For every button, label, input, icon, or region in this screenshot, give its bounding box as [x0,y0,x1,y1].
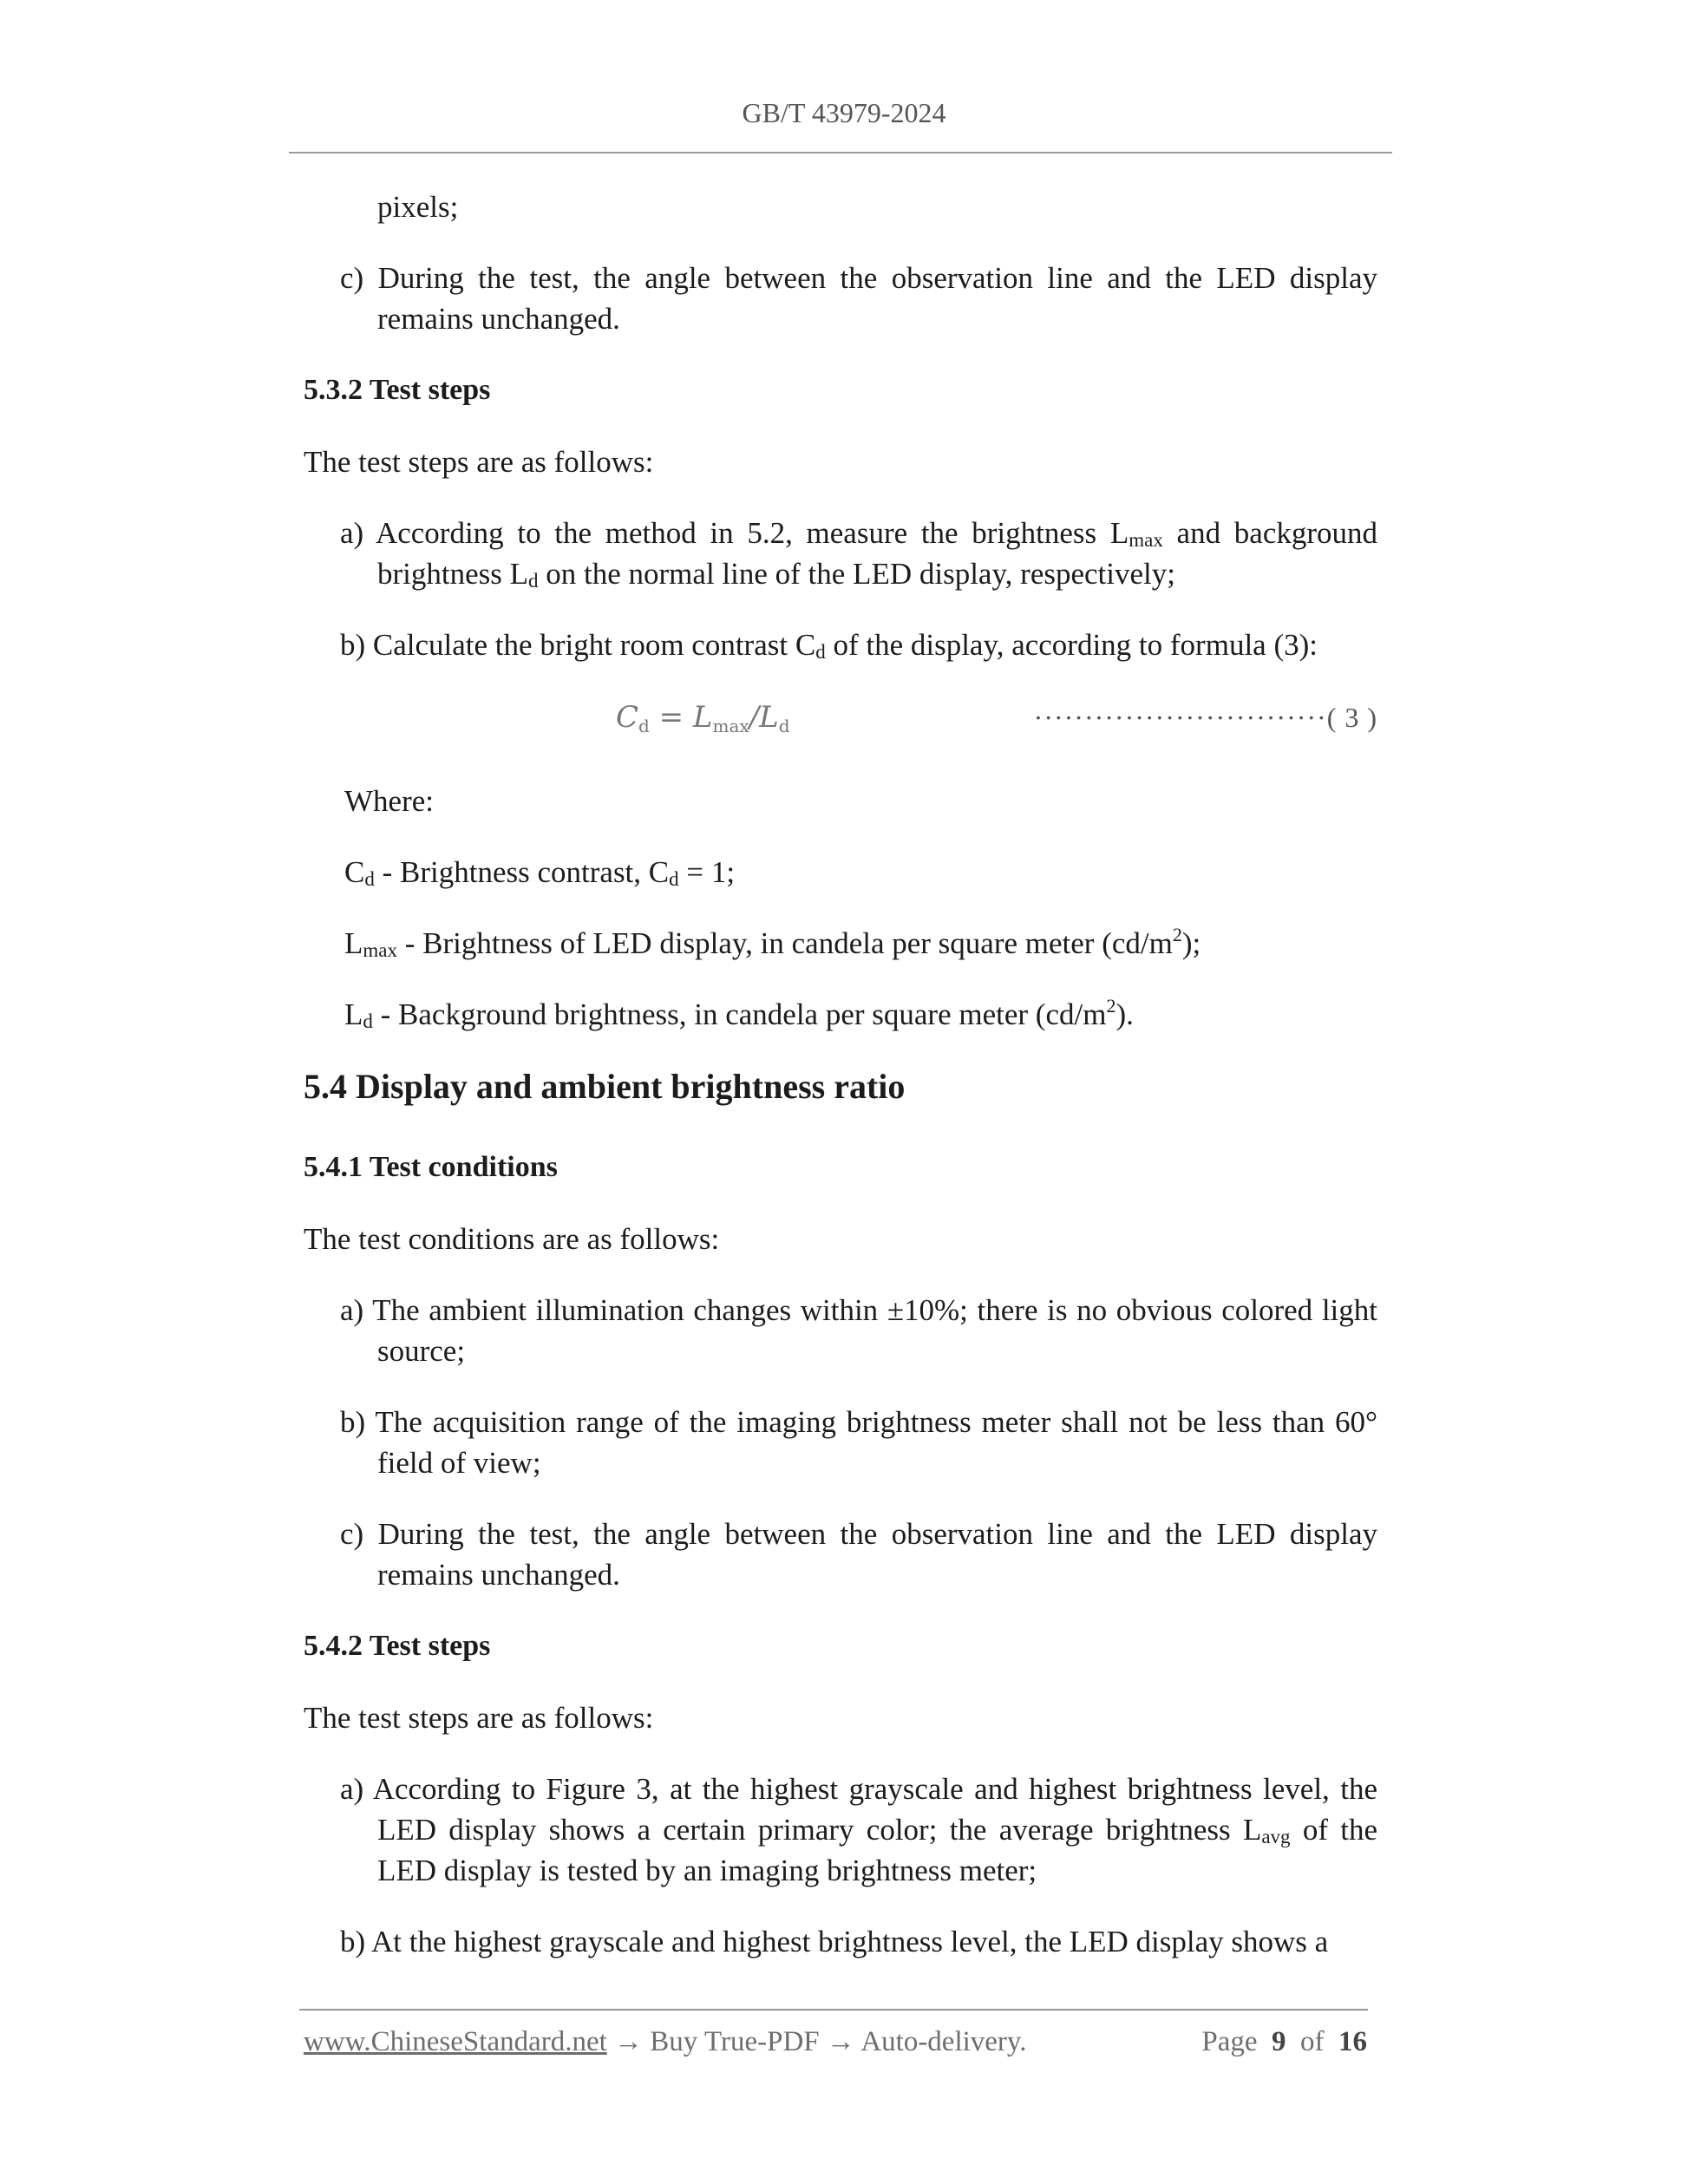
heading-5-4: 5.4 Display and ambient brightness ratio [304,1067,906,1106]
total-pages-number: 16 [1338,2026,1367,2057]
list-item-5-4-1-c: c) During the test, the angle between the observation line and the LED display remains unchanged. [340,1517,1377,1592]
arrow-icon: → [606,2026,651,2057]
formula-number: ·····························( 3 ) [1033,702,1377,733]
list-item-5-4-1-a: a) The ambient illumination changes within ±10%; there is no obvious colored light source; [340,1293,1377,1368]
heading-5-4-2: 5.4.2 Test steps [304,1630,491,1662]
continued-line: pixels; [377,190,459,224]
intro-5-4-1: The test conditions are as follows: [304,1222,720,1256]
list-item-5-4-2-b: b) At the highest grayscale and highest brightness level, the LED display shows a [340,1925,1329,1958]
intro-5-4-2: The test steps are as follows: [304,1701,654,1735]
header-standard-number: GB/T 43979-2024 [742,97,946,128]
heading-5-3-2: 5.3.2 Test steps [304,374,491,406]
list-item-5-3-2-a: a) According to the method in 5.2, measure the brightness $L_{max}$ and background brightness $L_d$ on the normal line of the LED display, respectively; [340,516,1378,592]
auto-delivery-text: Auto-delivery. [860,2026,1027,2057]
current-page-number: 9 [1272,2026,1286,2057]
list-item-5-3-2-b: b) Calculate the bright room contrast $C_d$ of the display, according to formula (3): [340,628,1318,663]
definition-lmax: $L_{max}$ - Brightness of LED display, in candela per square meter $(cd/m^2)$; [344,924,1201,961]
list-item-5-4-1-b: b) The acquisition range of the imaging brightness meter shall not be less than 60° field of view; [340,1405,1377,1480]
page-indicator: Page 9 of 16 [1201,2026,1367,2057]
definition-ld: $L_d$ - Background brightness, in candela per square meter $(cd/m^2)$. [344,995,1134,1032]
footer-divider [299,2009,1368,2011]
formula-3 [304,696,1377,748]
where-label: Where: [344,784,434,818]
arrow-icon: → [819,2026,861,2057]
definition-cd: $C_d$ - Brightness contrast, $C_d = 1$; [344,855,736,890]
list-item-5-3-1-c: c) During the test, the angle between the observation line and the LED display remains unchanged. [340,261,1377,336]
buy-true-pdf-text: Buy True-PDF [650,2026,820,2057]
website-link[interactable]: www.ChineseStandard.net [304,2026,607,2057]
header-divider [289,152,1392,154]
heading-5-4-1: 5.4.1 Test conditions [304,1151,558,1183]
page-footer [304,2026,1367,2070]
page-body [304,186,1377,1992]
list-item-5-4-2-a: a) According to Figure 3, at the highest grayscale and highest brightness level, the LED display shows a certain primary color; the average brightness $L_{avg}$ of the LED display is tested by an imaging brightness meter; [340,1772,1377,1887]
intro-5-3-2: The test steps are as follows: [304,445,654,479]
formula-expression: $C_d = L_{max}/L_d$ [616,700,790,736]
